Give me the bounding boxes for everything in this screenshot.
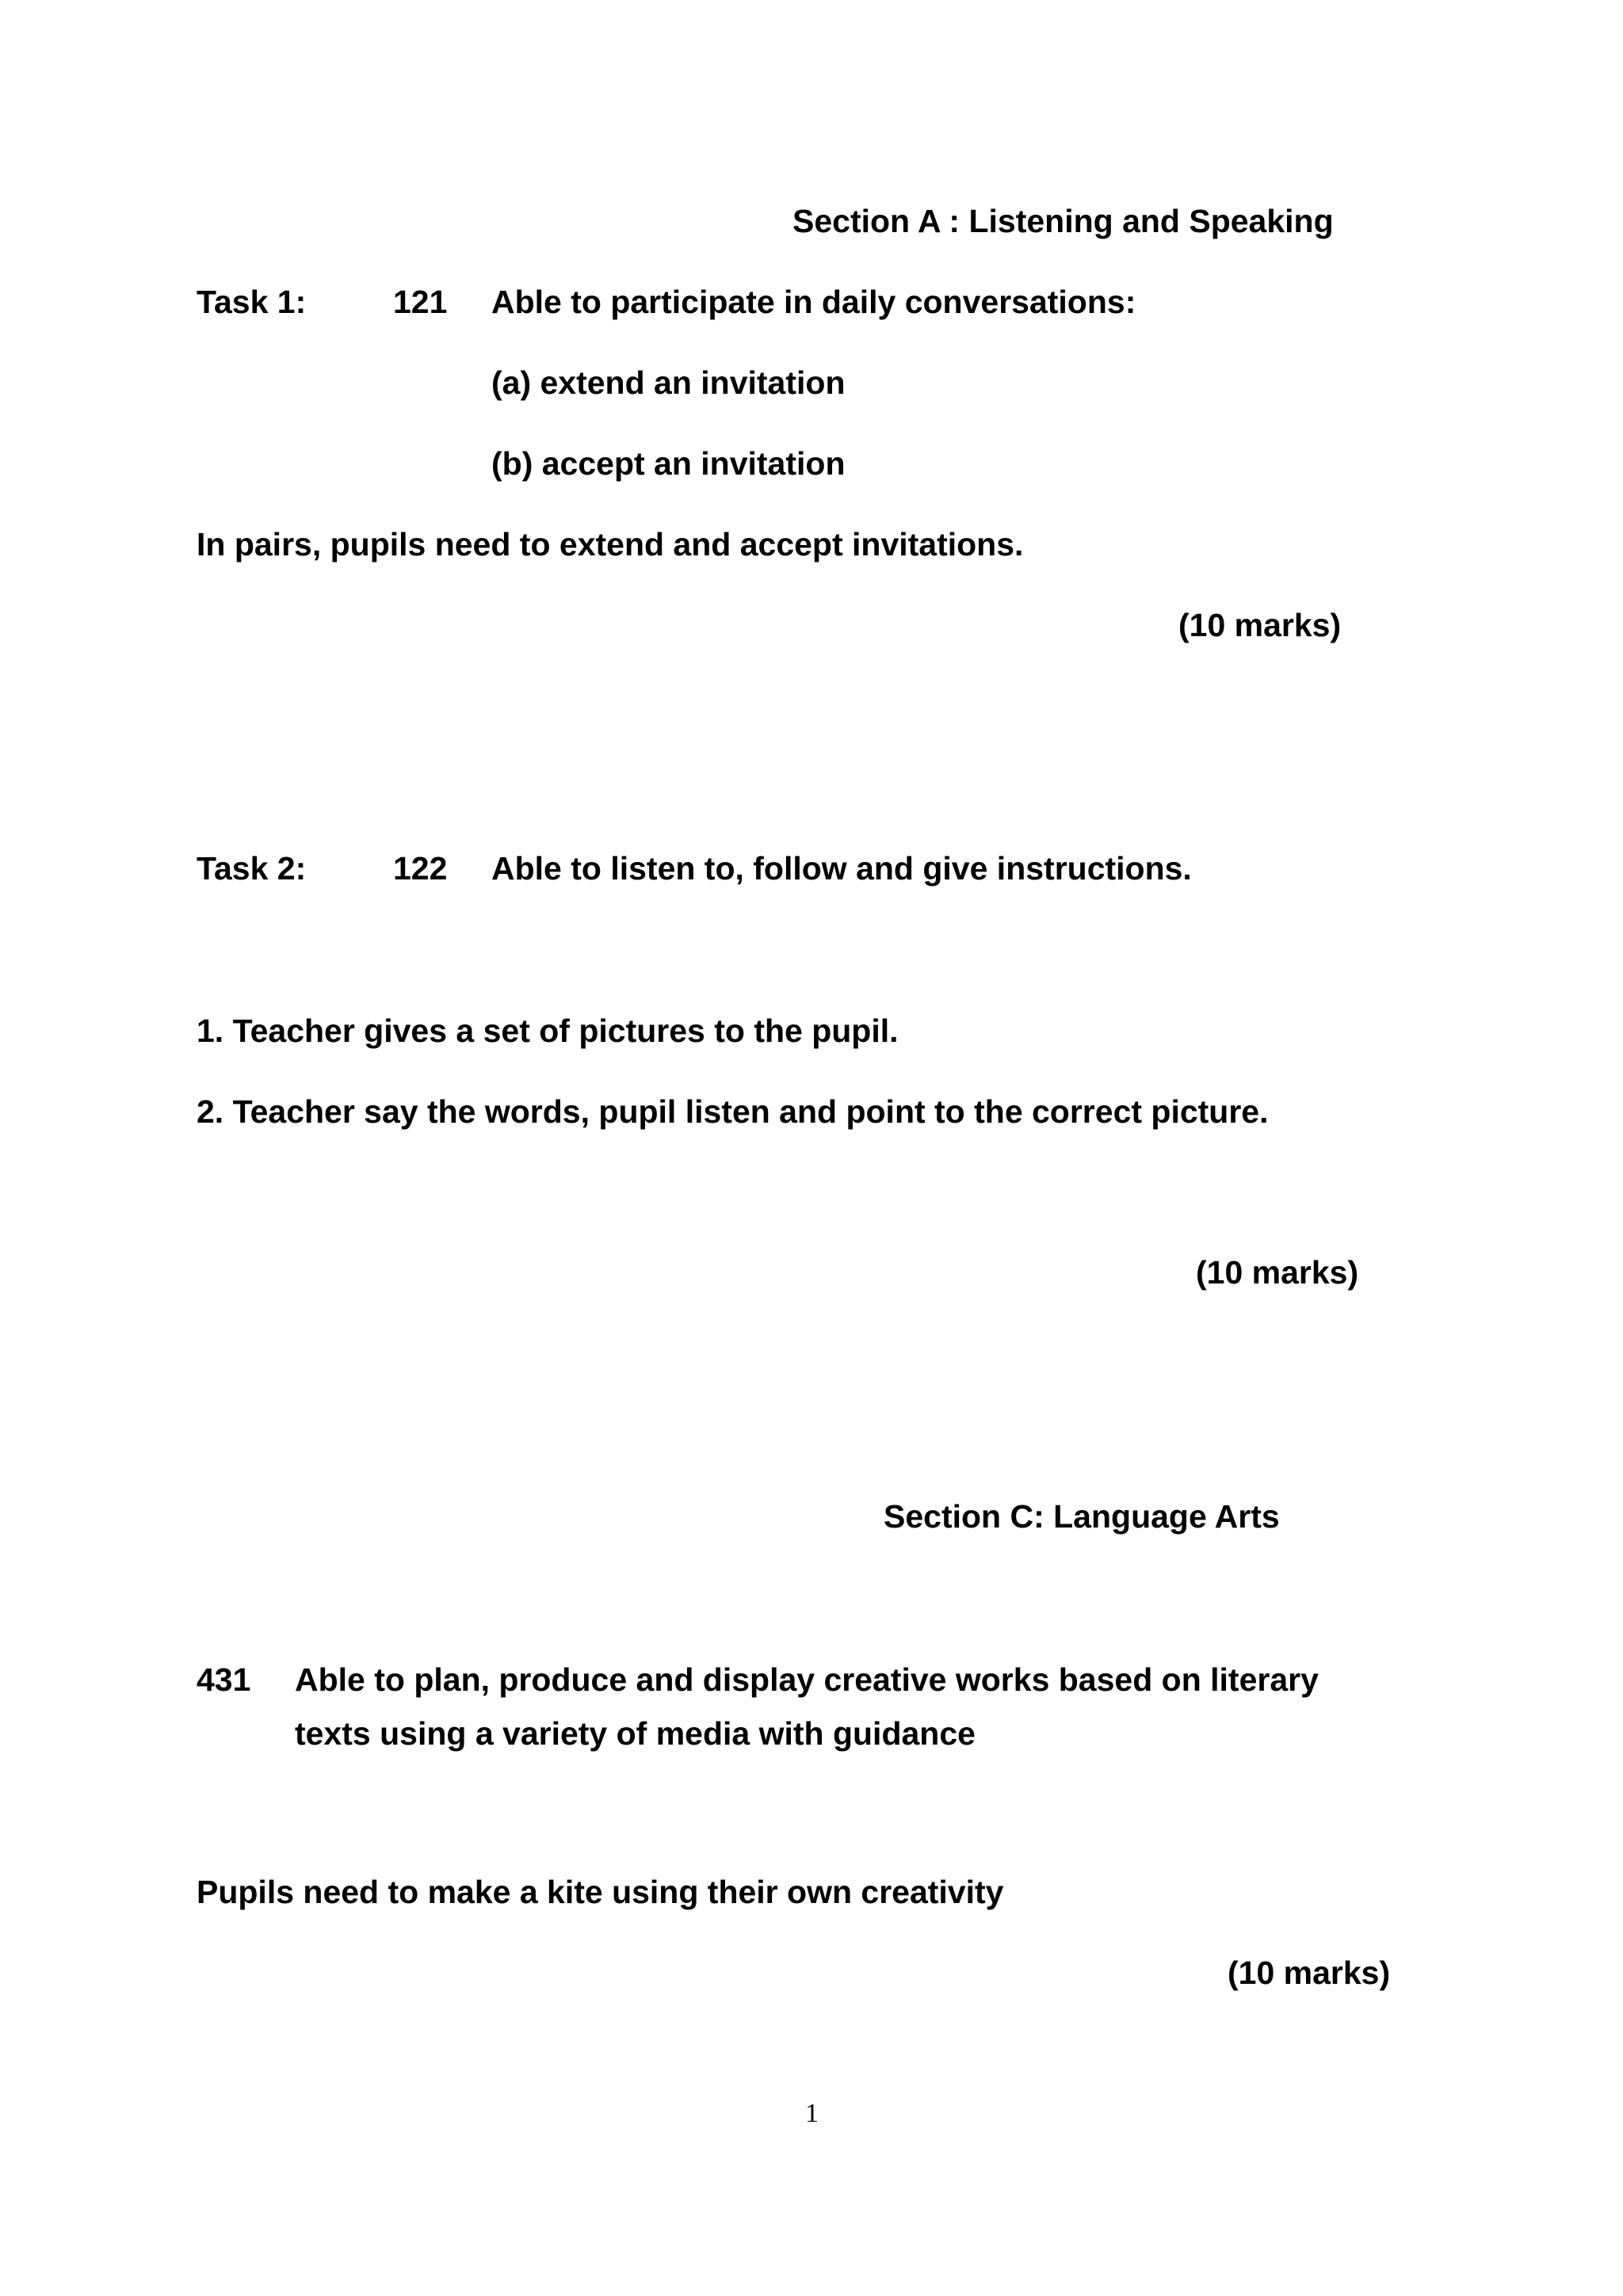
section-c-heading: Section C: Language Arts <box>884 1498 1280 1535</box>
task1-description: Able to participate in daily conversations: <box>491 284 1136 320</box>
task1-label: Task 1: <box>197 284 307 320</box>
task1-instruction: In pairs, pupils need to extend and accept invitations. <box>197 526 1024 563</box>
task2-label: Task 2: <box>197 850 307 887</box>
task2-step-2: 2. Teacher say the words, pupil listen and point to the correct picture. <box>197 1093 1269 1130</box>
task2-code: 122 <box>393 850 448 887</box>
section-c-description: Able to plan, produce and display creative works based on literary texts using a variety of media with guidance <box>295 1661 1319 1752</box>
task1-item-b: (b) accept an invitation <box>491 445 846 482</box>
task2-marks: (10 marks) <box>1196 1254 1359 1291</box>
section-c-code: 431 <box>197 1661 251 1698</box>
section-c-instruction: Pupils need to make a kite using their own creativity <box>197 1874 1004 1910</box>
section-c-marks: (10 marks) <box>1228 1955 1391 1991</box>
page-number: 1 <box>805 2099 819 2128</box>
section-a-heading: Section A : Listening and Speaking <box>792 203 1334 239</box>
task1-marks: (10 marks) <box>1178 607 1342 643</box>
task2-step-1: 1. Teacher gives a set of pictures to the pupil. <box>197 1013 899 1049</box>
task1-item-a: (a) extend an invitation <box>491 364 846 401</box>
task1-code: 121 <box>393 284 448 320</box>
task2-description: Able to listen to, follow and give instructions. <box>491 850 1192 887</box>
